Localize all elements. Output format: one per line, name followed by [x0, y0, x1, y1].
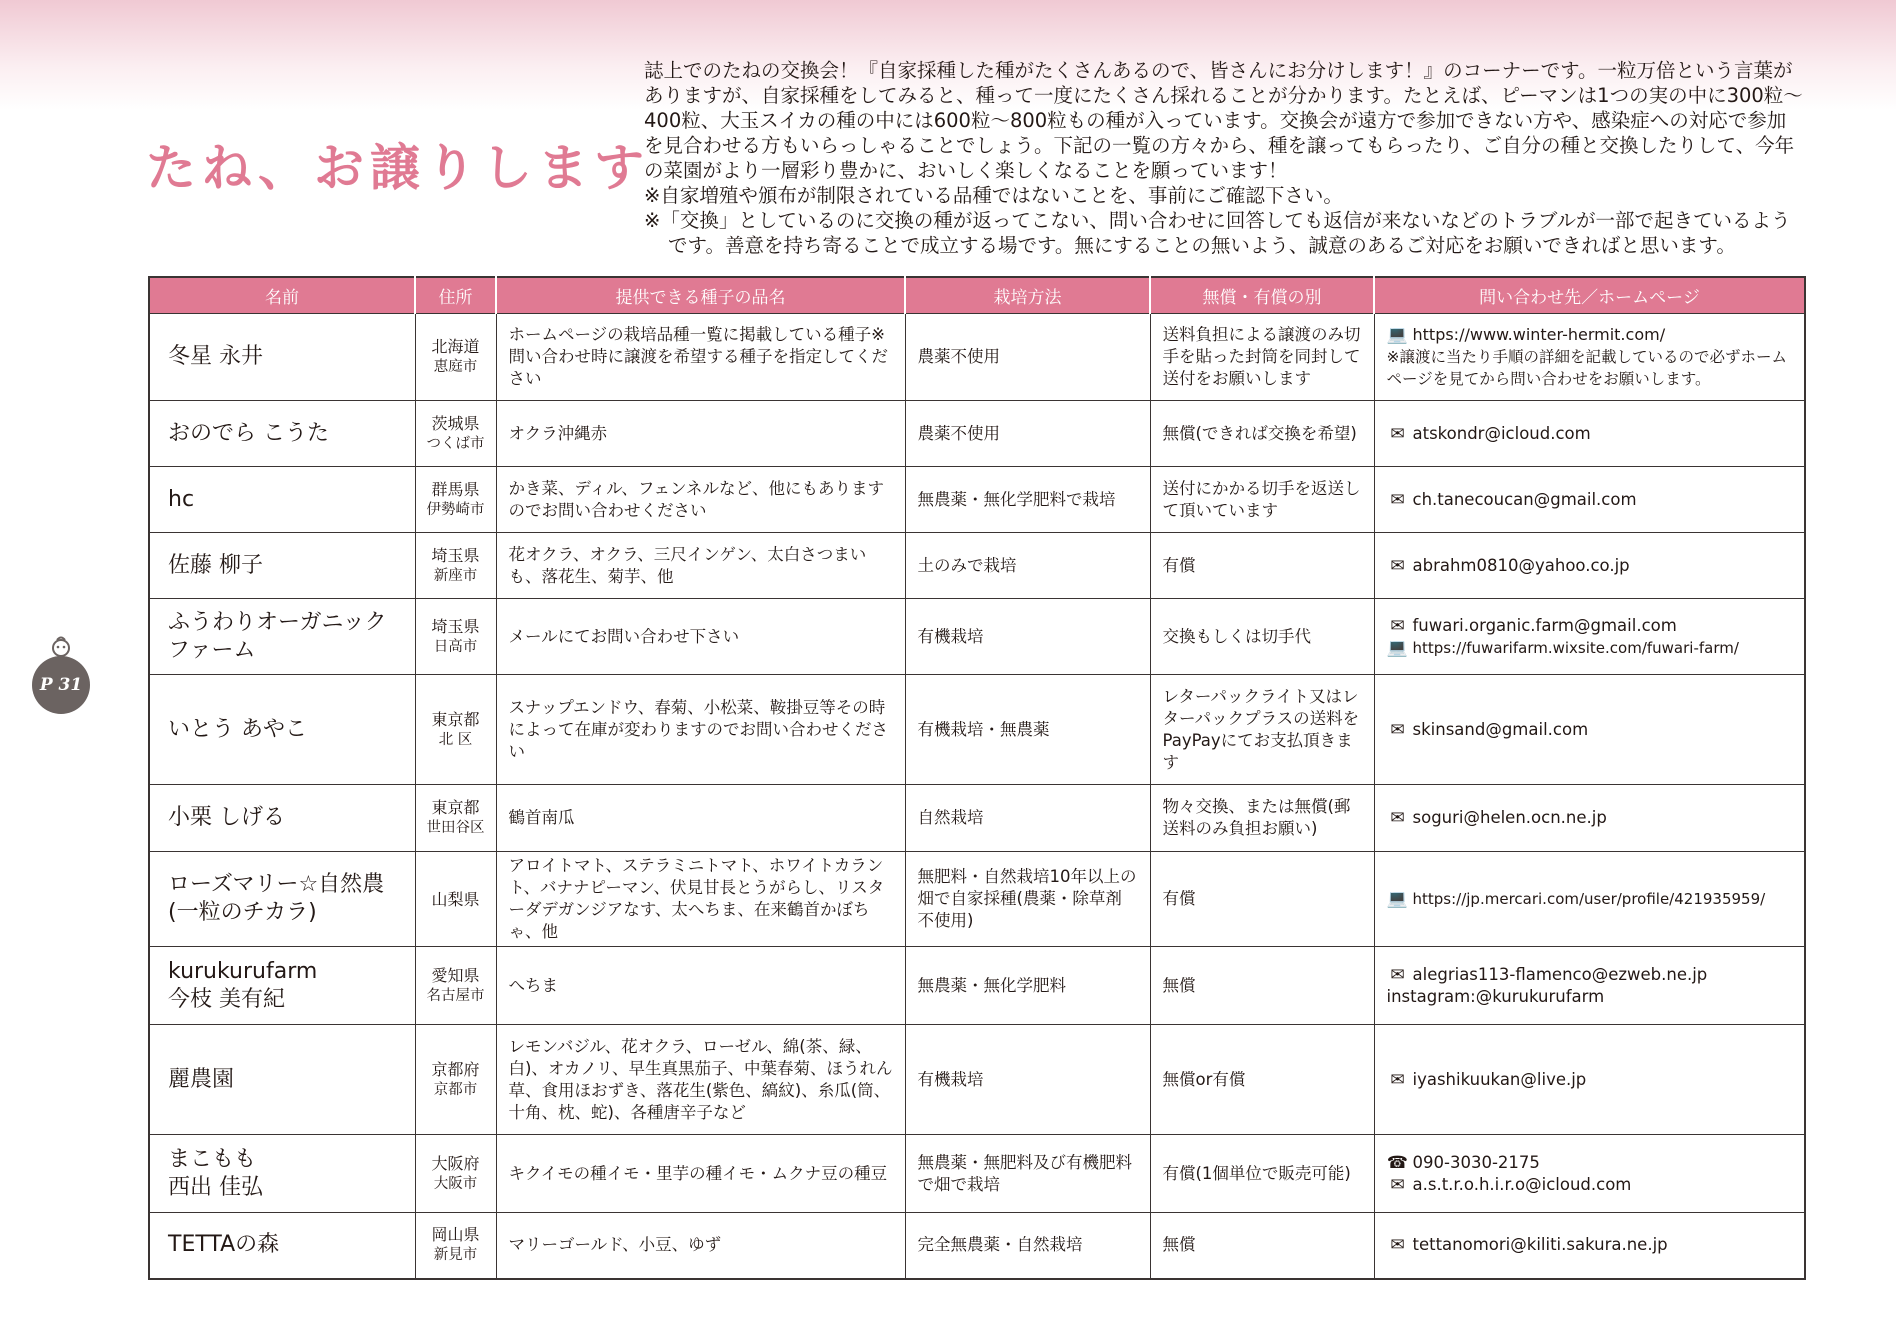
address-city: 新座市 — [433, 567, 478, 584]
cell-name — [149, 314, 415, 401]
cell-fee: 交換もしくは切手代 — [1150, 599, 1374, 675]
email-link[interactable]: fuwari.organic.farm@gmail.com — [1412, 615, 1677, 635]
cell-contact — [1374, 401, 1805, 467]
cell-method: 完全無農薬・自然栽培 — [905, 1213, 1150, 1279]
cell-address — [415, 675, 496, 785]
name-line-1: hc — [168, 486, 195, 512]
phone-icon: ☎ — [1386, 1152, 1409, 1173]
name-line-2: 今枝 美有紀 — [168, 986, 285, 1012]
address-city: 世田谷区 — [426, 820, 485, 836]
name-line-1: 小栗 しげる — [168, 805, 285, 830]
mail-icon: ✉ — [1390, 489, 1405, 510]
cell-seeds: ホームページの栽培品種一覧に掲載している種子※問い合わせ時に譲渡を希望する種子を指定してください — [496, 314, 905, 401]
address-prefecture: 山梨県 — [431, 889, 480, 909]
mail-icon: ✉ — [1390, 423, 1405, 444]
name-line-1: TETTAの森 — [168, 1232, 280, 1258]
cell-method: 無農薬・無化学肥料 — [905, 947, 1150, 1025]
table-body — [149, 314, 1805, 1279]
cell-address — [415, 599, 496, 675]
email-link[interactable]: ch.tanecoucan@gmail.com — [1412, 489, 1637, 509]
email-link[interactable]: a.s.t.r.o.h.i.r.o@icloud.com — [1412, 1174, 1632, 1194]
address-prefecture: 岡山県 — [431, 1225, 480, 1245]
address-prefecture: 大阪府 — [431, 1153, 480, 1173]
header-fee: 無償・有償の別 — [1150, 277, 1374, 314]
cell-fee: 有償 — [1150, 852, 1374, 947]
intro-text — [644, 58, 1804, 258]
cell-method: 土のみで栽培 — [905, 533, 1150, 599]
name-line-2: 西出 佳弘 — [168, 1174, 263, 1200]
cell-address — [415, 401, 496, 467]
cell-seeds: スナップエンドウ、春菊、小松菜、鞍掛豆等その時によって在庫が変わりますのでお問い合わせください — [496, 675, 905, 785]
cell-fee: レターパックライト又はレターパックプラスの送料をPayPayにてお支払頂きます — [1150, 675, 1374, 785]
cell-method: 自然栽培 — [905, 785, 1150, 852]
contact-line[interactable] — [1387, 423, 1793, 445]
laptop-icon: 💻 — [1386, 637, 1409, 658]
table-row — [149, 1135, 1805, 1213]
header-address: 住所 — [415, 277, 496, 314]
cell-address — [415, 947, 496, 1025]
homepage-link[interactable]: https://jp.mercari.com/user/profile/421935959/ — [1412, 890, 1766, 908]
name-line-1: ふうわりオーガニック — [168, 609, 387, 635]
cell-name — [149, 599, 415, 675]
header-method: 栽培方法 — [905, 277, 1150, 314]
cell-name — [149, 401, 415, 467]
cell-contact — [1374, 533, 1805, 599]
page-title: たね、お譲りします — [146, 139, 650, 197]
cell-address — [415, 1213, 496, 1279]
table-row — [149, 314, 1805, 401]
address-prefecture: 東京都 — [431, 709, 480, 729]
cell-fee: 無償 — [1150, 947, 1374, 1025]
cell-contact — [1374, 852, 1805, 947]
address-prefecture: 埼玉県 — [431, 545, 480, 565]
cell-name — [149, 1213, 415, 1279]
name-line-2: (一粒のチカラ) — [168, 900, 317, 925]
address-prefecture: 北海道 — [431, 337, 480, 356]
cell-address — [415, 1135, 496, 1213]
cell-contact — [1374, 1135, 1805, 1213]
name-line-1: まこもも — [168, 1146, 257, 1172]
cell-address — [415, 314, 496, 401]
email-link[interactable]: iyashikuukan@live.jp — [1412, 1069, 1587, 1089]
intro-note-2: ※「交換」としているのに交換の種が返ってこない、問い合わせに回答しても返信が来ないなどのトラブルが一部で起きているようです。善意を持ち寄ることで成立する場です。無にすることの無いよう、誠意のあるご対応をお願いできればと思います。 — [644, 209, 1791, 257]
cell-seeds: オクラ沖縄赤 — [496, 401, 905, 467]
cell-method: 無肥料・自然栽培10年以上の畑で自家採種(農薬・除草剤不使用) — [905, 852, 1150, 947]
address-city: 北 区 — [438, 731, 473, 748]
name-line-1: 佐藤 柳子 — [168, 552, 263, 578]
contact-note: ※譲渡に当たり手順の詳細を記載しているので必ずホームページを見てから問い合わせをお願いします。 — [1386, 348, 1787, 388]
cell-contact — [1374, 947, 1805, 1025]
cell-seeds: 鶴首南瓜 — [496, 785, 905, 852]
cell-fee: 送付にかかる切手を返送して頂いています — [1150, 467, 1374, 533]
table-row — [149, 947, 1805, 1025]
cell-name — [149, 467, 415, 533]
cell-fee: 無償or有償 — [1150, 1025, 1374, 1135]
cell-name — [149, 675, 415, 785]
email-link[interactable]: tettanomori@kiliti.sakura.ne.jp — [1412, 1235, 1668, 1255]
contact-line[interactable] — [1387, 489, 1793, 511]
mail-icon: ✉ — [1390, 1174, 1405, 1195]
page-number-badge — [32, 636, 90, 712]
laptop-icon: 💻 — [1386, 889, 1409, 909]
table-row — [149, 401, 1805, 467]
contact-line[interactable] — [1387, 555, 1793, 577]
cell-method: 有機栽培・無農薬 — [905, 675, 1150, 785]
cell-contact — [1374, 675, 1805, 785]
table-row — [149, 785, 1805, 852]
table-row — [149, 675, 1805, 785]
email-link[interactable]: soguri@helen.ocn.ne.jp — [1412, 808, 1607, 827]
cell-seeds: アロイトマト、ステラミニトマト、ホワイトカラント、バナナピーマン、伏見甘長とうがらし、リスターダデガンジアなす、太へちま、在来鶴首かぼちゃ、他 — [496, 852, 905, 947]
contact-line[interactable] — [1387, 1234, 1793, 1256]
contact-line[interactable] — [1387, 1069, 1793, 1091]
homepage-link[interactable]: https://www.winter-hermit.com/ — [1412, 325, 1666, 344]
name-line-1: kurukurufarm — [168, 958, 318, 984]
intro-note-1: ※自家増殖や頒布が制限されている品種ではないことを、事前にご確認下さい。 — [644, 184, 1343, 207]
cell-fee: 無償(できれば交換を希望) — [1150, 401, 1374, 467]
name-line-1: 冬星 永井 — [168, 344, 263, 369]
cell-seeds: メールにてお問い合わせ下さい — [496, 599, 905, 675]
table-row — [149, 1213, 1805, 1279]
cell-seeds: マリーゴールド、小豆、ゆず — [496, 1213, 905, 1279]
cell-seeds: レモンバジル、花オクラ、ローゼル、綿(茶、緑、白)、オカノリ、早生真黒茄子、中葉春菊、ほうれん草、食用ほおずき、落花生(紫色、縞紋)、糸瓜(筒、十角、枕、蛇)、各種唐辛子など — [496, 1025, 905, 1135]
contact-line[interactable] — [1387, 964, 1793, 986]
table-row — [149, 599, 1805, 675]
cell-contact — [1374, 785, 1805, 852]
address-prefecture: 埼玉県 — [431, 616, 480, 636]
cell-address — [415, 533, 496, 599]
cell-fee: 有償(1個単位で販売可能) — [1150, 1135, 1374, 1213]
cell-fee: 物々交換、または無償(郵送料のみ負担お願い) — [1150, 785, 1374, 852]
header-seeds: 提供できる種子の品名 — [496, 277, 905, 314]
address-city: 京都市 — [433, 1081, 478, 1098]
cell-contact — [1374, 314, 1805, 401]
cell-method: 有機栽培 — [905, 1025, 1150, 1135]
cell-name — [149, 947, 415, 1025]
table-row — [149, 852, 1805, 947]
name-line-1: 麗農園 — [168, 1066, 235, 1092]
contact-line[interactable] — [1387, 719, 1793, 741]
cell-name — [149, 852, 415, 947]
instagram-handle[interactable]: instagram:@kurukurufarm — [1386, 986, 1605, 1006]
cell-address — [415, 785, 496, 852]
cell-name — [149, 785, 415, 852]
contact-line[interactable] — [1387, 807, 1793, 829]
email-link[interactable]: atskondr@icloud.com — [1412, 423, 1591, 443]
cell-seeds: キクイモの種イモ・里芋の種イモ・ムクナ豆の種豆 — [496, 1135, 905, 1213]
address-prefecture: 群馬県 — [431, 479, 480, 499]
mail-icon: ✉ — [1390, 808, 1405, 828]
cell-name — [149, 533, 415, 599]
address-city: 大阪市 — [433, 1175, 478, 1192]
cell-address — [415, 467, 496, 533]
address-city: つくば市 — [426, 435, 485, 452]
name-line-1: おのでら こうた — [168, 420, 329, 446]
cell-address — [415, 1025, 496, 1135]
laptop-icon: 💻 — [1386, 325, 1409, 345]
mail-icon: ✉ — [1390, 719, 1405, 740]
cell-contact — [1374, 1213, 1805, 1279]
address-city: 新見市 — [433, 1247, 478, 1264]
cell-seeds: 花オクラ、オクラ、三尺インゲン、太白さつまいも、落花生、菊芋、他 — [496, 533, 905, 599]
cell-contact — [1374, 1025, 1805, 1135]
address-city: 名古屋市 — [426, 987, 485, 1004]
cell-address — [415, 852, 496, 947]
table-row — [149, 533, 1805, 599]
header-name: 名前 — [149, 277, 415, 314]
cell-method: 無農薬・無化学肥料で栽培 — [905, 467, 1150, 533]
cell-name — [149, 1025, 415, 1135]
table-header-row — [149, 277, 1805, 314]
email-link[interactable]: alegrias113-flamenco@ezweb.ne.jp — [1412, 964, 1708, 984]
header-contact: 問い合わせ先／ホームページ — [1374, 277, 1805, 314]
cell-fee: 有償 — [1150, 533, 1374, 599]
address-city: 恵庭市 — [433, 359, 478, 375]
contact-line[interactable] — [1387, 324, 1793, 346]
email-link[interactable]: skinsand@gmail.com — [1412, 719, 1589, 739]
address-prefecture: 愛知県 — [431, 965, 480, 985]
address-prefecture: 東京都 — [431, 798, 480, 817]
cell-fee: 無償 — [1150, 1213, 1374, 1279]
cell-method: 無農薬・無肥料及び有機肥料で畑で栽培 — [905, 1135, 1150, 1213]
seed-exchange-table — [148, 276, 1806, 1280]
table-row — [149, 1025, 1805, 1135]
address-city: 日高市 — [433, 638, 478, 655]
mail-icon: ✉ — [1390, 964, 1405, 985]
intro-paragraph: 誌上でのたねの交換会！『自家採種した種がたくさんあるので、皆さんにお分けします！』のコーナーです。一粒万倍という言葉がありますが、自家採種をしてみると、種って一度にたくさん採れることが分かります。たとえば、ピーマンは1つの実の中に300粒〜400粒、大玉スイカの種の中には600粒〜800粒もの種が入っています。交換会が遠方で参加できない方や、感染症への対応で参加を見合わせる方もいらっしゃることでしょう。下記の一覧の方々から、種を譲ってもらったり、ご自分の種と交換したりして、今年の菜園がより一層彩り豊かに、おいしく楽しくなることを願っています！ — [644, 59, 1803, 182]
contact-line[interactable] — [1387, 1174, 1793, 1196]
mail-icon: ✉ — [1390, 615, 1405, 636]
cell-method: 農薬不使用 — [905, 314, 1150, 401]
cell-name — [149, 1135, 415, 1213]
contact-line[interactable] — [1387, 888, 1793, 910]
contact-line[interactable] — [1387, 1152, 1793, 1174]
name-line-2: ファーム — [168, 637, 256, 663]
cell-method: 有機栽培 — [905, 599, 1150, 675]
page-number: P 31 — [32, 656, 90, 714]
contact-line[interactable] — [1387, 615, 1793, 637]
contact-line[interactable] — [1387, 637, 1793, 659]
homepage-link[interactable]: https://fuwarifarm.wixsite.com/fuwari-farm/ — [1412, 638, 1739, 657]
cell-contact — [1374, 467, 1805, 533]
address-prefecture: 茨城県 — [431, 413, 480, 433]
mail-icon: ✉ — [1390, 555, 1405, 576]
cell-seeds: かき菜、ディル、フェンネルなど、他にもありますのでお問い合わせください — [496, 467, 905, 533]
cell-method: 農薬不使用 — [905, 401, 1150, 467]
cell-contact — [1374, 599, 1805, 675]
name-line-1: いとう あやこ — [168, 716, 307, 742]
email-link[interactable]: abrahm0810@yahoo.co.jp — [1412, 555, 1630, 575]
name-line-1: ローズマリー☆自然農 — [168, 872, 385, 897]
phone-number[interactable]: 090-3030-2175 — [1412, 1152, 1540, 1172]
table-row — [149, 467, 1805, 533]
cell-seeds: へちま — [496, 947, 905, 1025]
cell-fee: 送料負担による譲渡のみ切手を貼った封筒を同封して送付をお願いします — [1150, 314, 1374, 401]
mail-icon: ✉ — [1390, 1235, 1405, 1256]
address-prefecture: 京都府 — [431, 1059, 480, 1079]
address-city: 伊勢崎市 — [426, 501, 485, 518]
mail-icon: ✉ — [1390, 1069, 1405, 1090]
